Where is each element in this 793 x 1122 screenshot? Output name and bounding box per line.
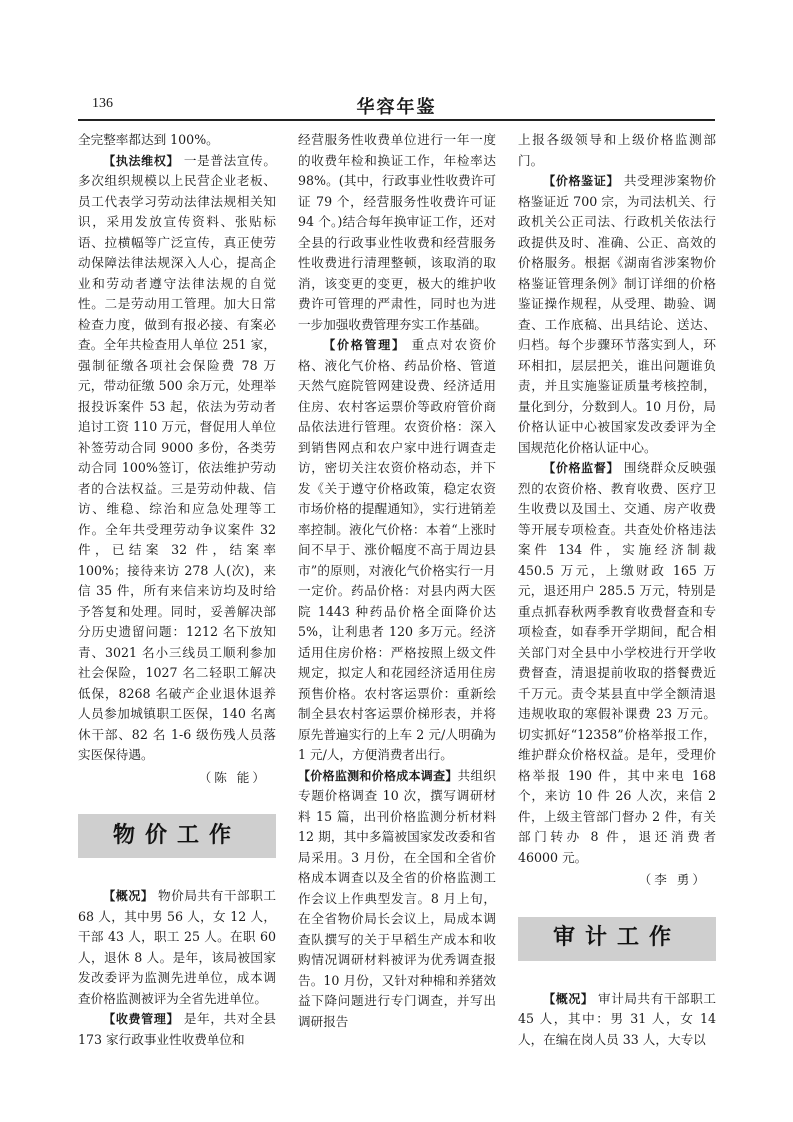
paragraph-text: 重点对农资价格、液化气价格、药品价格、管道天然气庭院管网建设费、经济适用住房、农村客运票价等政府管价商品依法进行管理。农资价格：深入到销售网点和农户家中进行调查走访，密切关注农资价格动态，并下发《关于遵守价格政策，稳定农资市场价格的提醒通知》，实行进销差率控制。液化气价格：本着“上涨时间不早于、涨价幅度不高于周边县市”的原则，对液化气价格实行一月一定价。药品价格：对县内两大医院 1443 种药品价格全面降价达 5%，让利患者 120 多万元。经济适用住房价格：严格按照上级文件规定，拟定人和花园经济适用住房预售价格。农村客运票价：重新绘制全县农村客运票价梯形表，并将原先普遍实行的上车 2 元/人明确为 1 元/人，方便消费者出行。 xyxy=(298,337,496,762)
section-title-prices: 物价工作 xyxy=(78,814,276,858)
paragraph: 全完整率都达到 100%。 xyxy=(78,132,219,147)
paragraph-price-monitoring xyxy=(298,766,496,1033)
section-label: 【价格鉴证】 xyxy=(543,174,620,188)
running-title: 华容年鉴 xyxy=(356,97,437,118)
paragraph-text: 围绕群众反映强烈的农资价格、教育收费、医疗卫生收费以及国土、交通、房产收费等开展专项检查。共查处价格违法案件 134 件，实施经济制裁 450.5 万元，上缴财政 165 万元，退还用户 285.5 万元，特别是重点抓春秋两季教育收费督查和专项检查，如春季开学期间，配合相关部门对全县中小学校进行开学收费督查，清退提前收取的搭餐费近千万元。责令某县直中学全额清退违规收取的寒假补课费 23 万元。切实抓好“12358”价格举报工作，维护群众价格权益。是年，受理价格举报 190 件，其中来电 168 个，来访 10 件 26 人次，来信 2 件，上级主管部门督办 2 件，有关部门转办 8 件，退还消费者 46000 元。 xyxy=(518,460,716,865)
section-label: 【价格监测和价格成本调查】 xyxy=(298,768,458,783)
paragraph-law-enforcement xyxy=(78,151,276,766)
section-label: 【概况】 xyxy=(103,889,154,903)
author-signature: （陈 能） xyxy=(198,769,268,785)
section-label: 【收费管理】 xyxy=(103,1012,180,1026)
paragraph-text: 一是普法宣传。多次组织规模以上民营企业老板、员工代表学习劳动法律法规相关知识，采用发放宣传资料、张贴标语、拉横幅等广泛宣传，真正使劳动保障法律法规深入人心，提高企业和劳动者遵守法律法规的自觉性。二是劳动用工管理。加大日常检查力度，做到有报必接、有案必查。全年共检查用人单位 251 家，强制征缴各项社会保险费 78 万元，带动征缴 500 余万元，处理举报投诉案件 53 起，依法为劳动者追讨工资 110 万元，督促用人单位补签劳动合同 9000 多份，各类劳动合同 100%签订，依法维护劳动者的合法权益。三是劳动仲裁、信访、维稳、综治和应急处理等工作。全年共受理劳动争议案件 32 件，已结案 32 件，结案率 100%；接待来访 278 人(次)，来信 35 件，所有来信来访均及时给予答复和处理。同时，妥善解决部分历史遗留问题：1212 名下放知青、3021 名小三线员工顺利参加社会保险，1027 名二轻职工解决低保，8268 名破产企业退休退养人员参加城镇职工医保，140 名离休干部、82 名 1-6 级伤残人员落实医保待遇。 xyxy=(78,152,276,762)
column-2 xyxy=(298,130,496,1050)
paragraph-text: 共组织专题价格调查 10 次，撰写调研材料 15 篇，出刊价格监测分析材料 12 期，其中多篇被国家发改委和省局采用。3 月份，在全国和全省价格成本调查以及全省的价格监测工作会议上作典型发言。8 月上旬，在全省物价局长会议上，局成本调查队撰写的关于早稻生产成本和收购情况调研材料被评为优秀调查报告。10 月份，又针对种棉和养猪效益下降问题进行专门调查，并写出调研报告 xyxy=(298,767,496,1029)
paragraph-audit-overview xyxy=(518,989,716,1051)
paragraph-fee-management xyxy=(78,1009,276,1050)
paragraph-overview xyxy=(78,886,276,1009)
paragraph-price-supervision xyxy=(518,458,716,868)
paragraph-text: 物价局共有干部职工 68 人，其中男 56 人，女 12 人，干部 43 人，职工 25 人。在职 60 人，退休 8 人。是年，该局被国家发改委评为监测先进单位，成本调查价格监测被评为全省先进单位。 xyxy=(78,888,276,1006)
section-label: 【价格监督】 xyxy=(543,461,620,475)
column-3 xyxy=(518,130,716,1050)
section-title-audit: 审计工作 xyxy=(518,917,716,961)
paragraph-text: 是年，共对全县 173 家行政事业性收费单位和 xyxy=(78,1011,276,1047)
paragraph-price-appraisal xyxy=(518,171,716,458)
section-label: 【执法维权】 xyxy=(103,153,180,168)
author-signature: （李 勇） xyxy=(638,872,708,887)
paragraph-text: 审计局共有干部职工 45 人，其中：男 31 人，女 14 人，在编在岗人员 33 人，大专以 xyxy=(518,990,716,1047)
section-label: 【价格管理】 xyxy=(323,338,406,352)
header-rule xyxy=(78,119,715,121)
paragraph: 上报各级领导和上级价格监测部门。 xyxy=(518,132,716,168)
section-label: 【概况】 xyxy=(543,991,594,1006)
column-1 xyxy=(78,130,276,1050)
page-number: 136 xyxy=(92,96,113,111)
paragraph: 经营服务性收费单位进行一年一度的收费年检和换证工作，年检率达 98%。(其中，行政事业性收费许可证 79 个，经营服务性收费许可证 94 个。)结合每年换审证工作，还对全县的行政事业性收费和经营服务性收费进行清理整顿，该取消的取消，该变更的变更，极大的维护收费许可管理的严肃性，同时也为进一步加强收费管理夯实工作基础。 xyxy=(298,132,496,332)
paragraph-price-management xyxy=(298,335,496,766)
paragraph-text: 共受理涉案物价格鉴证近 700 宗，为司法机关、行政机关公正司法、行政机关依法行政提供及时、准确、公正、高效的价格服务。根据《湖南省涉案物价格鉴证管理条例》制订详细的价格鉴证操作规程，从受理、勘验、调查、工作底稿、出具结论、送达、归档。每个步骤环节落实到人，环环相扣，层层把关，谁出问题谁负责，并且实施鉴证质量考核控制，量化到分，分数到人。10 月份，局价格认证中心被国家发改委评为全国规范化价格认证中心。 xyxy=(518,173,716,455)
